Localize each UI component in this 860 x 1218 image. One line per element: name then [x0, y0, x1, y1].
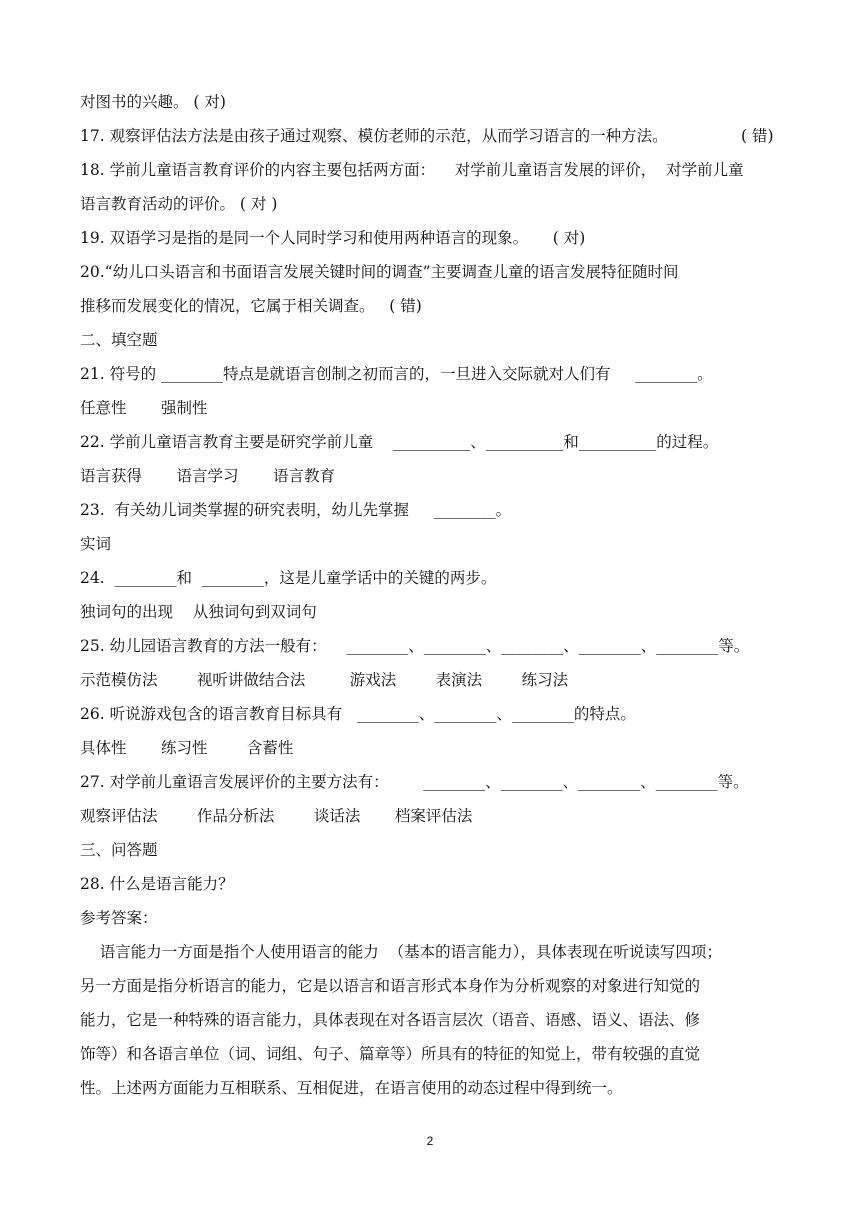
- answer-line: 实词: [80, 535, 112, 553]
- question-24: 24. ________和 ________，这是儿童学话中的关键的两步。: [80, 569, 497, 587]
- paragraph-line: 能力，它是一种特殊的语言能力，具体表现在对各语言层次（语音、语感、语义、语法、修: [80, 1011, 701, 1029]
- text-line: 推移而发展变化的情况，它属于相关调查。 ( 错): [80, 297, 422, 315]
- answer-line: 示范模仿法 视听讲做结合法 游戏法 表演法 练习法: [80, 671, 569, 689]
- paragraph-line: 另一方面是指分析语言的能力，它是以语言和语言形式本身作为分析观察的对象进行知觉的: [80, 977, 701, 995]
- answer-line: 独词句的出现 从独词句到双词句: [80, 603, 317, 621]
- question-21: 21. 符号的 ________特点是就语言创制之初而言的，一旦进入交际就对人们有 ________。: [80, 365, 713, 383]
- answer-line: 任意性 强制性: [80, 399, 208, 417]
- question-25: 25. 幼儿园语言教育的方法一般有： ________、________、________、________、________等。: [80, 637, 750, 655]
- paragraph-line: 语言能力一方面是指个人使用语言的能力 （基本的语言能力），具体表现在听说读写四项；: [80, 943, 722, 961]
- section-heading: 二、填空题: [80, 331, 158, 349]
- question-22: 22. 学前儿童语言教育主要是研究学前儿童 __________、__________和__________的过程。: [80, 433, 719, 451]
- text-line: 语言教育活动的评价。 ( 对 ): [80, 195, 278, 213]
- question-23: 23. 有关幼儿词类掌握的研究表明，幼儿先掌握 ________。: [80, 501, 512, 519]
- question-20: 20.“幼儿口头语言和书面语言发展关键时间的调查”主要调查儿童的语言发展特征随时间: [80, 263, 679, 281]
- paragraph-line: 性。上述两方面能力互相联系、互相促进，在语言使用的动态过程中得到统一。: [80, 1079, 623, 1097]
- text-line: 对图书的兴趣。 ( 对): [80, 93, 226, 111]
- paragraph-line: 饰等）和各语言单位（词、词组、句子、篇章等）所具有的特征的知觉上，带有较强的直觉: [80, 1045, 701, 1063]
- page-number: 2: [426, 1134, 434, 1148]
- question-19: 19. 双语学习是指的是同一个人同时学习和使用两种语言的现象。 ( 对): [80, 229, 586, 247]
- question-28: 28. 什么是语言能力？: [80, 875, 234, 893]
- question-17: 17. 观察评估法方法是由孩子通过观察、模仿老师的示范，从而学习语言的一种方法。: [80, 127, 668, 145]
- answer-mark: ( 错): [741, 127, 774, 145]
- answer-line: 具体性 练习性 含蓄性: [80, 739, 294, 757]
- answer-line: 观察评估法 作品分析法 谈话法 档案评估法: [80, 807, 473, 825]
- question-27: 27. 对学前儿童语言发展评价的主要方法有： ________、________、________、________等。: [80, 773, 749, 791]
- question-18: 18. 学前儿童语言教育评价的内容主要包括两方面： 对学前儿童语言发展的评价， 对学前儿童: [80, 161, 744, 179]
- reference-answer-label: 参考答案：: [80, 909, 158, 927]
- question-26: 26. 听说游戏包含的语言教育目标具有 ________、________、________的特点。: [80, 705, 636, 723]
- answer-line: 语言获得 语言学习 语言教育: [80, 467, 335, 485]
- section-heading: 三、问答题: [80, 841, 158, 859]
